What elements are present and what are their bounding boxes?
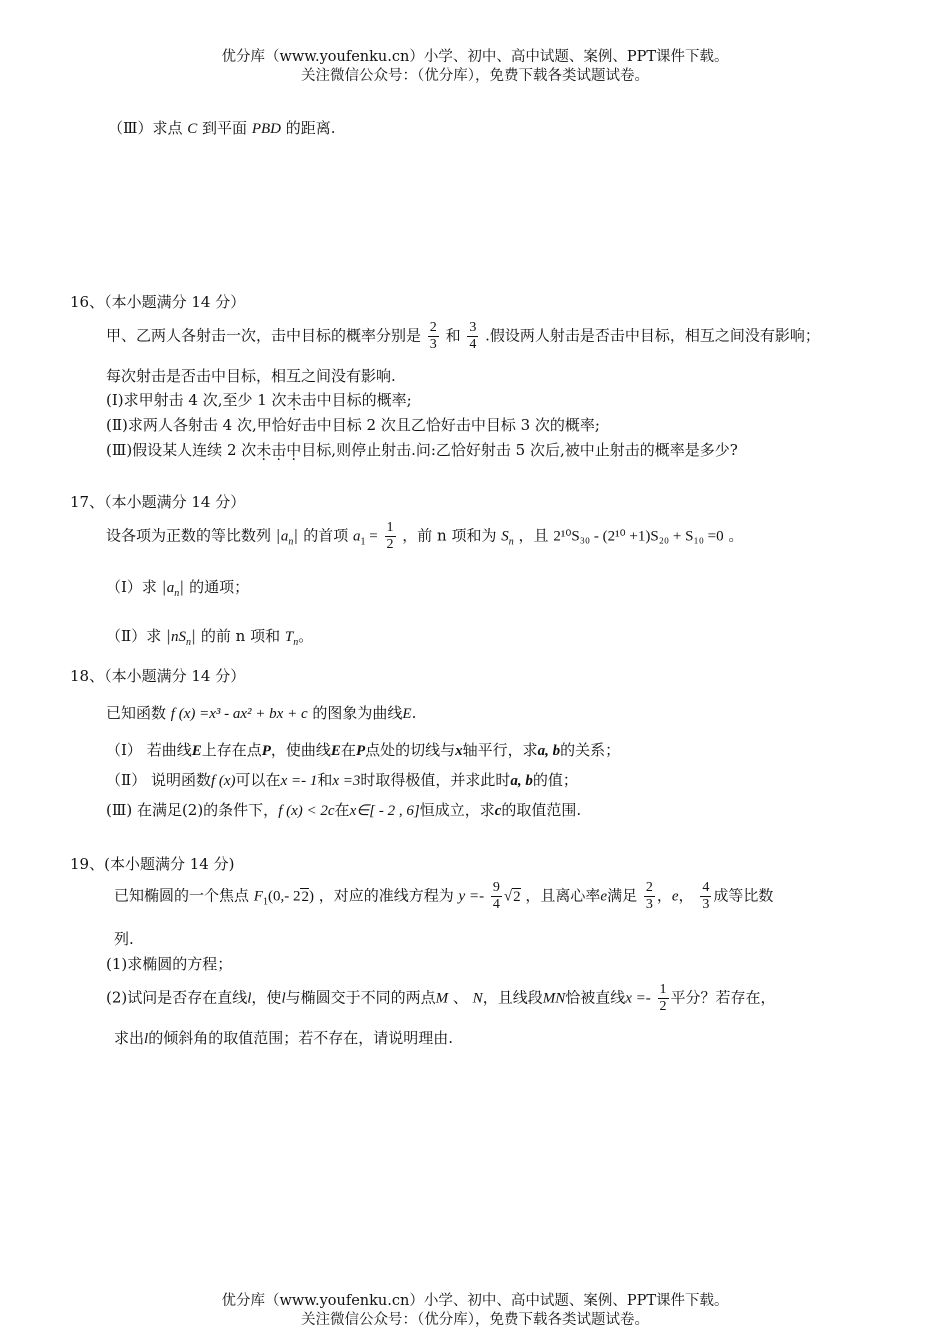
q16-p3-emphasis-1: 未 [256, 441, 272, 459]
q19-part2-cont [114, 1029, 453, 1050]
q17-p1-brace-right: | [179, 578, 185, 596]
q17-text-c: ，前 n 项和为 [402, 526, 497, 545]
q18-part2 [106, 771, 578, 792]
q15-part3-prefix: （Ⅲ）求点 [108, 119, 183, 137]
q19-line-l-2: l [281, 990, 286, 1007]
q18-intro [106, 704, 416, 725]
q18-p3-c: 恒成立，求 [419, 801, 495, 819]
q15-point-c: C [187, 121, 198, 137]
q18-p3-d: 的取值范围. [501, 801, 582, 819]
q19-frac1-den: 4 [492, 897, 500, 913]
q17-p2-brace-left: | [165, 627, 172, 645]
q16-p3-emphasis-3: 中 [286, 441, 302, 459]
q19-focus-coords: (0,- 2 [267, 888, 301, 905]
q18-function: f (x) =x³ - ax² + bx + c [170, 706, 308, 722]
q18-p1-p1: P [261, 743, 271, 759]
q19-frac3-num: 4 [700, 880, 711, 897]
q18-p1-d: 在 [340, 741, 356, 759]
q17-part1: （Ⅰ）求 $|a_n|$ 的通项； [106, 578, 250, 599]
q19-intro: 已知椭圆的一个焦点 $F_1(0,-$ 22) ，对应的准线方程为 y =- $\frac{9}{4}$ √2 ，且离心率e满足 $\frac{2}{3}$ ，e， $\frac{4}{3}$ 成等比数 [114, 880, 774, 913]
q16-frac2-den: 4 [469, 337, 477, 353]
q18-p1-ab: a, b [537, 743, 561, 759]
q15-part3-suffix: 的距离. [285, 119, 336, 137]
q19-sqrt2-a: 2 [301, 888, 309, 905]
q17-formula: 2¹⁰S₃₀ - (2¹⁰ +1)S₂₀ + S₁₀ =0 [553, 528, 724, 545]
q18-p3-b: 在 [334, 801, 350, 819]
q17-text-a: 设各项为正数的等比数列 [106, 526, 272, 545]
q17-tn: T [284, 629, 294, 645]
q17-p2-a: （Ⅱ）求 [106, 627, 162, 645]
q16-intro [106, 320, 820, 353]
q16-frac1-num: 2 [428, 320, 439, 337]
q19-frac4-den: 2 [659, 999, 667, 1015]
q15-part3-mid: 到平面 [202, 119, 248, 137]
q19-segment-mn: MN [542, 990, 566, 1007]
q18-p2-x1: x =- 1 [280, 773, 318, 789]
q19-fraction-2 [644, 880, 655, 913]
q17-p2-b: 的前 n 项和 [200, 627, 281, 645]
q19-p2-i: 的倾斜角的取值范围；若不存在，请说明理由. [148, 1029, 453, 1047]
q18-intro-b: 的图象为曲线 [312, 704, 403, 722]
q18-part3 [106, 801, 581, 822]
q18-p2-c: 和 [317, 771, 333, 789]
q16-frac1-den: 3 [429, 337, 437, 353]
q16-part1 [106, 391, 412, 411]
q18-p3-ineq: f (x) < 2c [278, 803, 335, 819]
q18-p1-p2: P [355, 743, 366, 759]
q17-text-e: 。 [728, 526, 744, 545]
q17-p2-nsn: nS [171, 629, 187, 645]
q16-p3-b: 目标,则停止射击.问:乙恰好射击 5 次后,被中止射击的概率是多少? [301, 441, 738, 459]
q18-p1-e2: E [330, 743, 341, 759]
q18-intro-c: . [411, 704, 417, 722]
q16-text-a: 甲、乙两人各射击一次，击中目标的概率分别是 [106, 326, 422, 345]
q17-text-d: ，且 [518, 526, 549, 545]
q18-title: 18、（本小题满分 14 分） [70, 667, 246, 685]
header-line-2: 关注微信公众号：（优分库），免费下载各类试题试卷。 [301, 68, 649, 84]
q17-p2-brace-right: | [191, 627, 197, 645]
q19-p2-e: ，且线段 [482, 988, 543, 1007]
q19-frac2-num: 2 [644, 880, 655, 897]
q19-p2-c: 与椭圆交于不同的两点 [285, 988, 436, 1007]
q16-p1-a: (Ⅰ)求甲射击 4 次,至少 1 次 [106, 391, 287, 409]
q16-title: 16、（本小题满分 14 分） [70, 293, 246, 311]
q17-seq-an: a [280, 528, 289, 545]
q19-focus-f1: F [253, 888, 263, 905]
q19-p2-b: ，使 [251, 988, 282, 1007]
q19-text-c: ，且离心率 [525, 886, 601, 905]
q19-eccentricity-2: e [671, 888, 679, 905]
q18-p1-e1: E [191, 743, 202, 759]
q17-p1-a: （Ⅰ）求 [106, 578, 157, 596]
q18-p2-fx: f (x) [210, 773, 236, 789]
q17-p1-brace-left: | [161, 578, 167, 596]
q18-p2-ab: a, b [510, 773, 533, 789]
q17-equals: = [365, 528, 378, 545]
q16-p1-b: 击中目标的概率; [301, 391, 412, 409]
q19-sqrt2-b: 2 [513, 888, 521, 905]
q19-comma-2: ， [678, 886, 694, 905]
q16-text-c: .假设两人射击是否击中目标，相互之间没有影响； [485, 326, 820, 345]
q18-p1-g: 的关系； [560, 741, 621, 759]
q18-p1-b: 上存在点 [201, 741, 262, 759]
q19-p2-a: (2)试问是否存在直线 [106, 988, 248, 1007]
q15-plane-pbd: PBD [251, 121, 282, 137]
q17-a1: a [353, 528, 361, 545]
q17-text-b: 的首项 [303, 526, 349, 545]
q16-p3-emphasis-2: 击 [271, 441, 287, 459]
q18-p1-x: x [455, 743, 463, 759]
footer-line-1: 优分库（www.youfenku.cn）小学、初中、高中试题、案例、PPT课件下载。 [221, 1293, 729, 1309]
q16-fraction-2 [467, 320, 478, 353]
q19-focus-end: ) [308, 888, 314, 905]
q17-p2-c: 。 [298, 627, 314, 645]
footer-line-2: 关注微信公众号：（优分库），免费下载各类试题试卷。 [301, 1312, 649, 1328]
q17-p1-an: a [166, 580, 175, 596]
q17-fraction [385, 520, 396, 553]
q17-frac-den: 2 [386, 537, 394, 553]
q19-text-a: 已知椭圆的一个焦点 [114, 886, 250, 905]
q16-fraction-1 [428, 320, 439, 353]
q19-line-2: 列. [114, 930, 134, 948]
q16-p1-emphasis: 未 [286, 391, 302, 409]
q19-directrix: y =- [458, 888, 485, 905]
q18-p1-e: 点处的切线与 [365, 741, 456, 759]
q18-p1-a: （Ⅰ） 若曲线 [106, 741, 192, 759]
q19-point-m: M [435, 990, 449, 1007]
q19-frac2-den: 3 [645, 897, 653, 913]
q17-frac-num: 1 [385, 520, 396, 537]
q16-line-2: 每次射击是否击中目标，相互之间没有影响. [106, 367, 396, 385]
q19-p2-h: 求出 [114, 1029, 145, 1047]
q18-p3-interval: x∈[ - 2 , 6] [349, 803, 420, 819]
q18-p3-cvar: c [494, 803, 502, 819]
q19-text-e: 成等比数 [713, 886, 774, 905]
q18-p1-c: ，使曲线 [270, 741, 331, 759]
q18-p2-a: （Ⅱ） 说明函数 [106, 771, 211, 789]
q16-frac2-num: 3 [467, 320, 478, 337]
q19-frac3-den: 3 [702, 897, 710, 913]
header-line-1: 优分库（www.youfenku.cn）小学、初中、高中试题、案例、PPT课件下载。 [221, 49, 729, 65]
q17-title: 17、（本小题满分 14 分） [70, 493, 246, 511]
q17-intro: 设各项为正数的等比数列 $|a_n|$ 的首项 $a_1$ = $\frac{1}{2}$ ，前 n 项和为 $S_n$ ，且 2¹⁰S₃₀ - (2¹⁰ +1)S₂₀ + S₁₀ =0 。 [106, 520, 744, 553]
q18-p3-a: (Ⅲ) 在满足(2)的条件下， [106, 801, 279, 819]
q16-part2: (Ⅱ)求两人各射击 4 次,甲恰好击中目标 2 次且乙恰好击中目标 3 次的概率; [106, 416, 600, 434]
q16-part3 [106, 441, 738, 461]
q19-fraction-4 [658, 982, 669, 1015]
q18-p2-b: 可以在 [235, 771, 281, 789]
q17-seq-brace-left: | [275, 526, 281, 545]
q19-title: 19、(本小题满分 14 分) [70, 855, 235, 873]
q19-p2-f: 恰被直线 [565, 988, 626, 1007]
q18-p2-x3: x =3 [332, 773, 361, 789]
q17-part2: （Ⅱ）求 $|nS_n|$ 的前 n 项和 $T_n$。 [106, 627, 314, 648]
q17-sn: S [501, 528, 509, 545]
q19-part2 [106, 982, 776, 1015]
q16-p3-a: (Ⅲ)假设某人连续 2 次 [106, 441, 257, 459]
q19-part1: (1)求椭圆的方程； [106, 955, 233, 973]
q19-point-n: N [472, 990, 483, 1007]
q17-p1-b: 的通项； [189, 578, 250, 596]
q19-line-x: x =- [625, 990, 651, 1007]
q15-part3 [108, 119, 336, 140]
q19-text-b: ，对应的准线方程为 [318, 886, 454, 905]
q19-comma-1: ， [656, 886, 672, 905]
q18-part1 [106, 741, 620, 762]
q19-p2-g: 平分？若存在， [670, 988, 776, 1007]
q19-frac1-num: 9 [491, 880, 502, 897]
q19-text-d: 满足 [607, 886, 638, 905]
q19-line-l-1: l [247, 990, 252, 1007]
q19-frac4-num: 1 [658, 982, 669, 999]
q17-seq-brace-right: | [293, 526, 299, 545]
q16-text-b: 和 [445, 326, 461, 345]
q18-p2-e: 的值； [532, 771, 578, 789]
q19-line-l-3: l [144, 1031, 149, 1047]
q19-fraction-1 [491, 880, 502, 913]
q18-intro-a: 已知函数 [106, 704, 167, 722]
q18-p2-d: 时取得极值，并求此时 [360, 771, 511, 789]
q19-eccentricity: e [600, 888, 608, 905]
q19-p2-d: 、 [448, 988, 473, 1007]
q18-curve-e: E [402, 706, 412, 722]
q18-p1-f: 轴平行，求 [462, 741, 538, 759]
q19-fraction-3 [700, 880, 711, 913]
